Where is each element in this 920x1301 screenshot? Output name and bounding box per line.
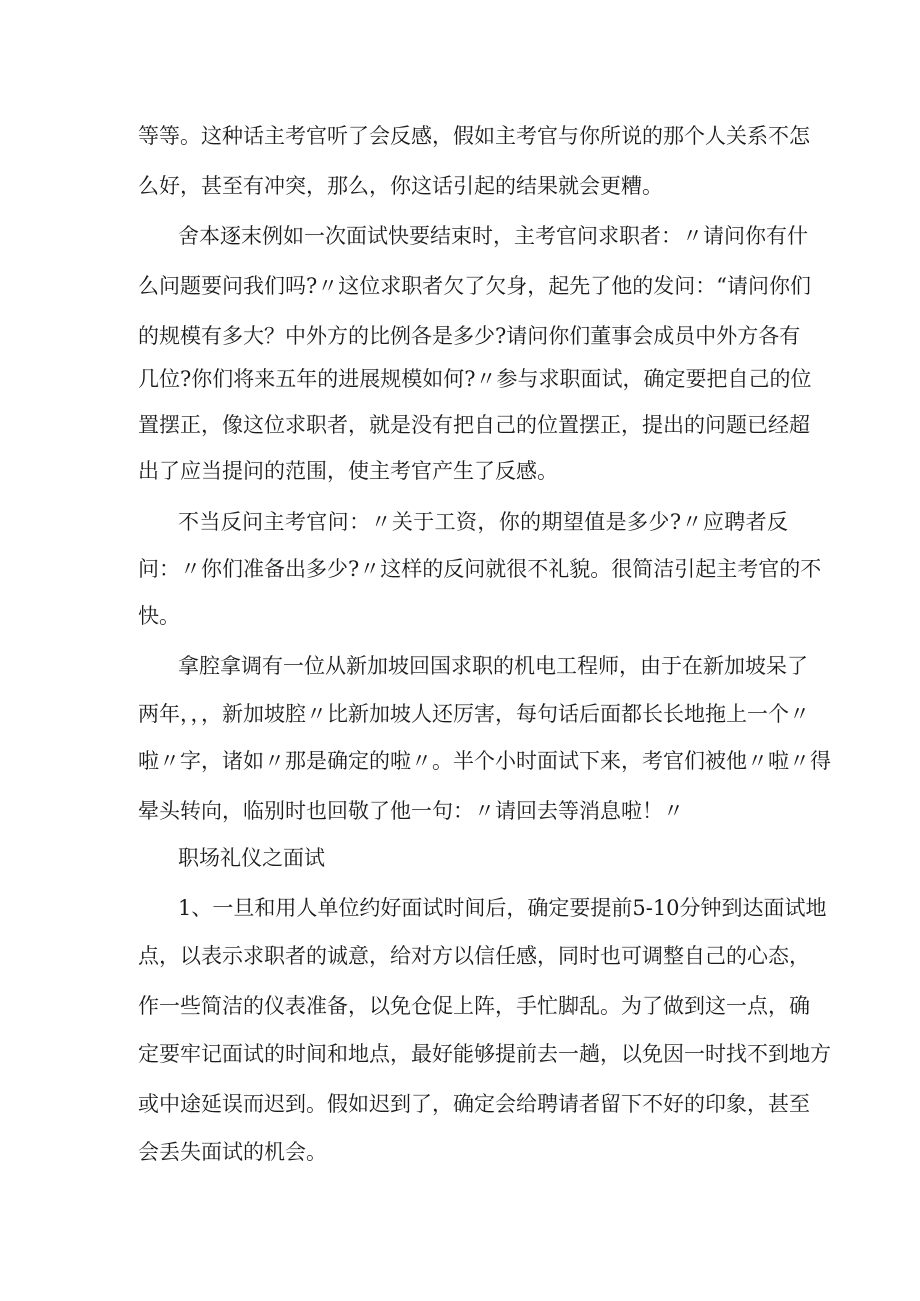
text-line: 晕头转向，临别时也回敬了他一句：〃请回去等消息啦！〃: [138, 799, 684, 823]
text-line: 啦〃字，诸如〃那是确定的啦〃。半个小时面试下来，考官们被他〃啦〃得: [138, 749, 831, 773]
text-line: 的规模有多大？中外方的比例各是多少?请问你们董事会成员中外方各有: [138, 324, 801, 348]
text-line: 么好，甚至有冲突，那么，你这话引起的结果就会更糟。: [138, 174, 663, 198]
section-heading: 职场礼仪之面试: [178, 846, 325, 870]
paragraph-start-line: 不当反问主考官问：〃关于工资，你的期望值是多少?〃应聘者反: [178, 510, 788, 534]
text-line: 几位?你们将来五年的进展规模如何?〃参与求职面试，确定要把自己的位: [138, 367, 812, 391]
text-line: 置摆正，像这位求职者，就是没有把自己的位置摆正，提出的问题已经超: [138, 413, 810, 437]
paragraph-start-line: 拿腔拿调有一位从新加坡回国求职的机电工程师，由于在新加坡呆了: [178, 654, 808, 678]
text-line: 定要牢记面试的时间和地点，最好能够提前去一趟，以免因一时找不到地方: [138, 1042, 831, 1066]
text-line: 问：〃你们准备出多少?〃这样的反问就很不礼貌。很简洁引起主考官的不: [138, 557, 822, 581]
paragraph-start-line: 舍本逐末例如一次面试快要结束时，主考官问求职者：〃请问你有什: [178, 224, 808, 248]
text-line: 出了应当提问的范围，使主考官产生了反感。: [138, 459, 558, 483]
text-line: 作一些简洁的仪表准备，以免仓促上阵，手忙脚乱。为了做到这一点，确: [138, 994, 810, 1018]
paragraph-start-line: 1、一旦和用人单位约好面试时间后，确定要提前5-10分钟到达面试地: [178, 896, 827, 920]
text-line: 会丢失面试的机会。: [138, 1140, 327, 1164]
text-line: 点，以表示求职者的诚意，给对方以信任感，同时也可调整自己的心态，: [138, 944, 810, 968]
text-line: 等等。这种话主考官听了会反感，假如主考官与你所说的那个人关系不怎: [138, 124, 810, 148]
text-line: 快。: [138, 604, 180, 628]
text-line: 两年，，，新加坡腔〃比新加坡人还厉害，每句话后面都长长地拖上一个〃: [138, 702, 810, 726]
text-line: 或中途延误而迟到。假如迟到了，确定会给聘请者留下不好的印象，甚至: [138, 1092, 810, 1116]
text-line: 么问题要问我们吗?〃这位求职者欠了欠身，起先了他的发问：“请问你们: [138, 274, 811, 298]
